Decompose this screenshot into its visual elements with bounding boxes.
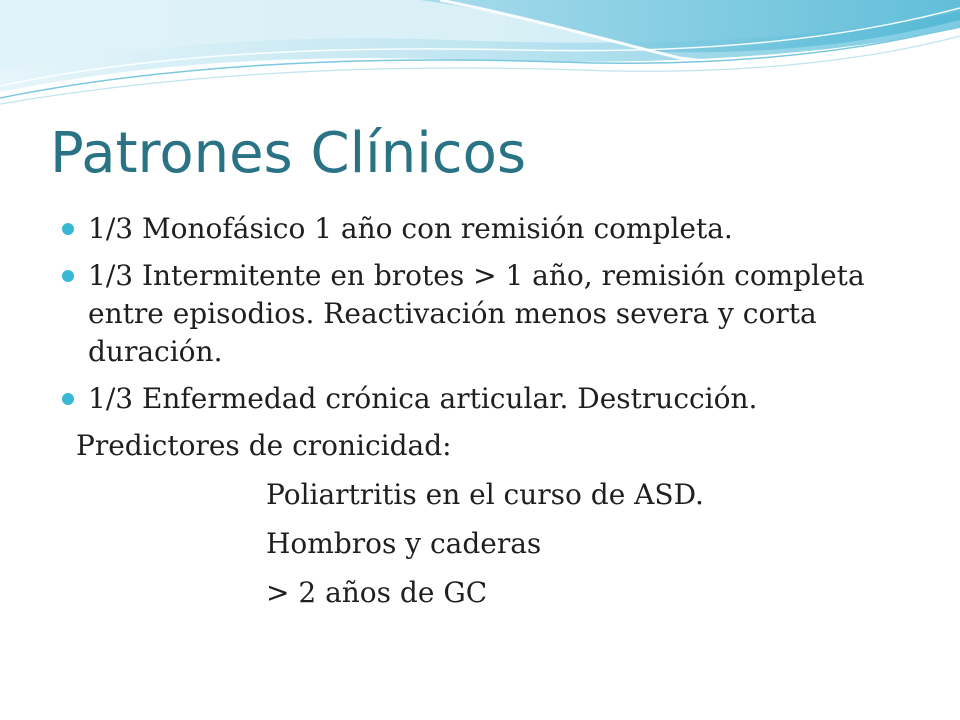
bullet-dot-icon: [62, 223, 74, 235]
header-wave-decoration: [0, 0, 960, 110]
bullet-dot-icon: [62, 270, 74, 282]
predictors-heading: Predictores de cronicidad:: [76, 429, 452, 462]
bullet-text: 1/3 Intermitente en brotes > 1 año, remisión completa entre episodios. Reactivación menos severa y corta duración.: [88, 259, 865, 368]
predictor-item: > 2 años de GC: [266, 576, 488, 609]
slide-title: Patrones Clínicos: [50, 121, 526, 186]
bullet-item: [62, 210, 922, 248]
predictor-item: Hombros y caderas: [266, 527, 542, 560]
bullet-text: 1/3 Monofásico 1 año con remisión completa.: [88, 212, 733, 245]
bullet-item: [62, 380, 922, 418]
bullet-item: [62, 257, 922, 371]
bullet-dot-icon: [62, 393, 74, 405]
slide-body: [62, 210, 922, 623]
predictor-item: Poliartritis en el curso de ASD.: [266, 478, 704, 511]
bullet-text: 1/3 Enfermedad crónica articular. Destrucción.: [88, 382, 758, 415]
